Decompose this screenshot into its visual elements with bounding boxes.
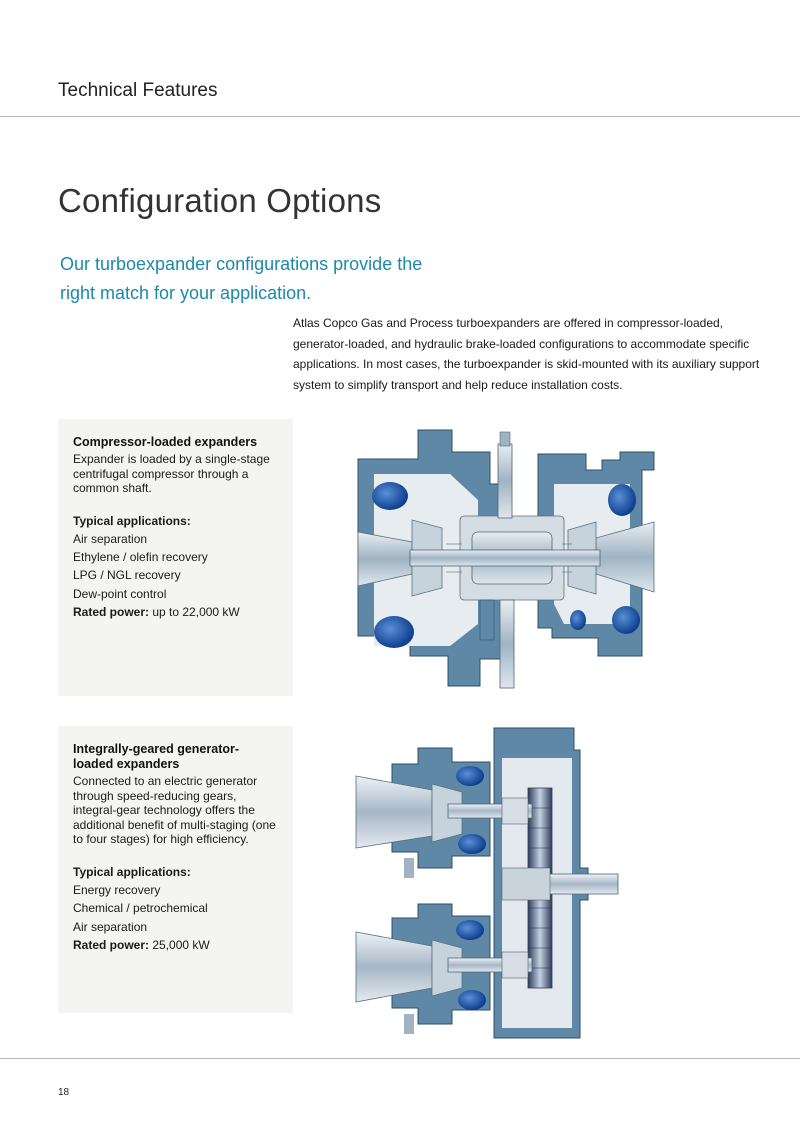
list-item: Ethylene / olefin recovery bbox=[73, 550, 208, 565]
panel-description: Connected to an electric generator through speed-reducing gears, integral-gear technology offers the additional benefit of multi-staging (one to four stages) for high efficiency. bbox=[73, 774, 276, 847]
page-number: 18 bbox=[58, 1087, 70, 1098]
applications-list bbox=[73, 530, 279, 603]
panel-description: Expander is loaded by a single-stage centrifugal compressor through a common shaft. bbox=[73, 452, 270, 496]
lead-text: Our turboexpander configurations provide the right match for your application. bbox=[60, 254, 423, 303]
applications-list bbox=[73, 881, 279, 936]
panel-title: Compressor-loaded expanders bbox=[73, 435, 258, 449]
list-item: LPG / NGL recovery bbox=[73, 568, 181, 583]
generator-loaded-panel bbox=[58, 726, 293, 1013]
panel-title: Integrally-geared generator-loaded expanders bbox=[73, 742, 240, 771]
rated-power-label: Rated power: bbox=[73, 937, 150, 952]
compressor-loaded-panel bbox=[58, 419, 293, 696]
intro-paragraph: Atlas Copco Gas and Process turboexpanders are offered in compressor-loaded, generator-loaded, and hydraulic brake-loaded configurations to accommodate specific applications. In most cases, the turboexpander is skid-mounted with its auxiliary support system to simplify transport and help reduce installation costs. bbox=[293, 316, 760, 392]
page-title: Configuration Options bbox=[58, 182, 382, 219]
list-item: Air separation bbox=[73, 531, 148, 546]
applications-heading: Typical applications: bbox=[73, 864, 191, 879]
list-item: Chemical / petrochemical bbox=[73, 901, 208, 916]
rated-power-value: 25,000 kW bbox=[152, 937, 210, 952]
rated-power bbox=[73, 603, 279, 621]
applications-heading: Typical applications: bbox=[73, 513, 191, 528]
rated-power-label: Rated power: bbox=[73, 604, 150, 619]
header-divider bbox=[0, 116, 800, 117]
generator-loaded-expander-cutaway bbox=[352, 718, 624, 1048]
list-item: Energy recovery bbox=[73, 882, 161, 897]
list-item: Dew-point control bbox=[73, 586, 167, 601]
compressor-loaded-expander-cutaway bbox=[350, 424, 664, 690]
list-item: Air separation bbox=[73, 919, 148, 934]
rated-power bbox=[73, 936, 279, 954]
rated-power-value: up to 22,000 kW bbox=[152, 604, 240, 619]
footer-divider bbox=[0, 1058, 800, 1059]
section-header: Technical Features bbox=[58, 80, 218, 101]
